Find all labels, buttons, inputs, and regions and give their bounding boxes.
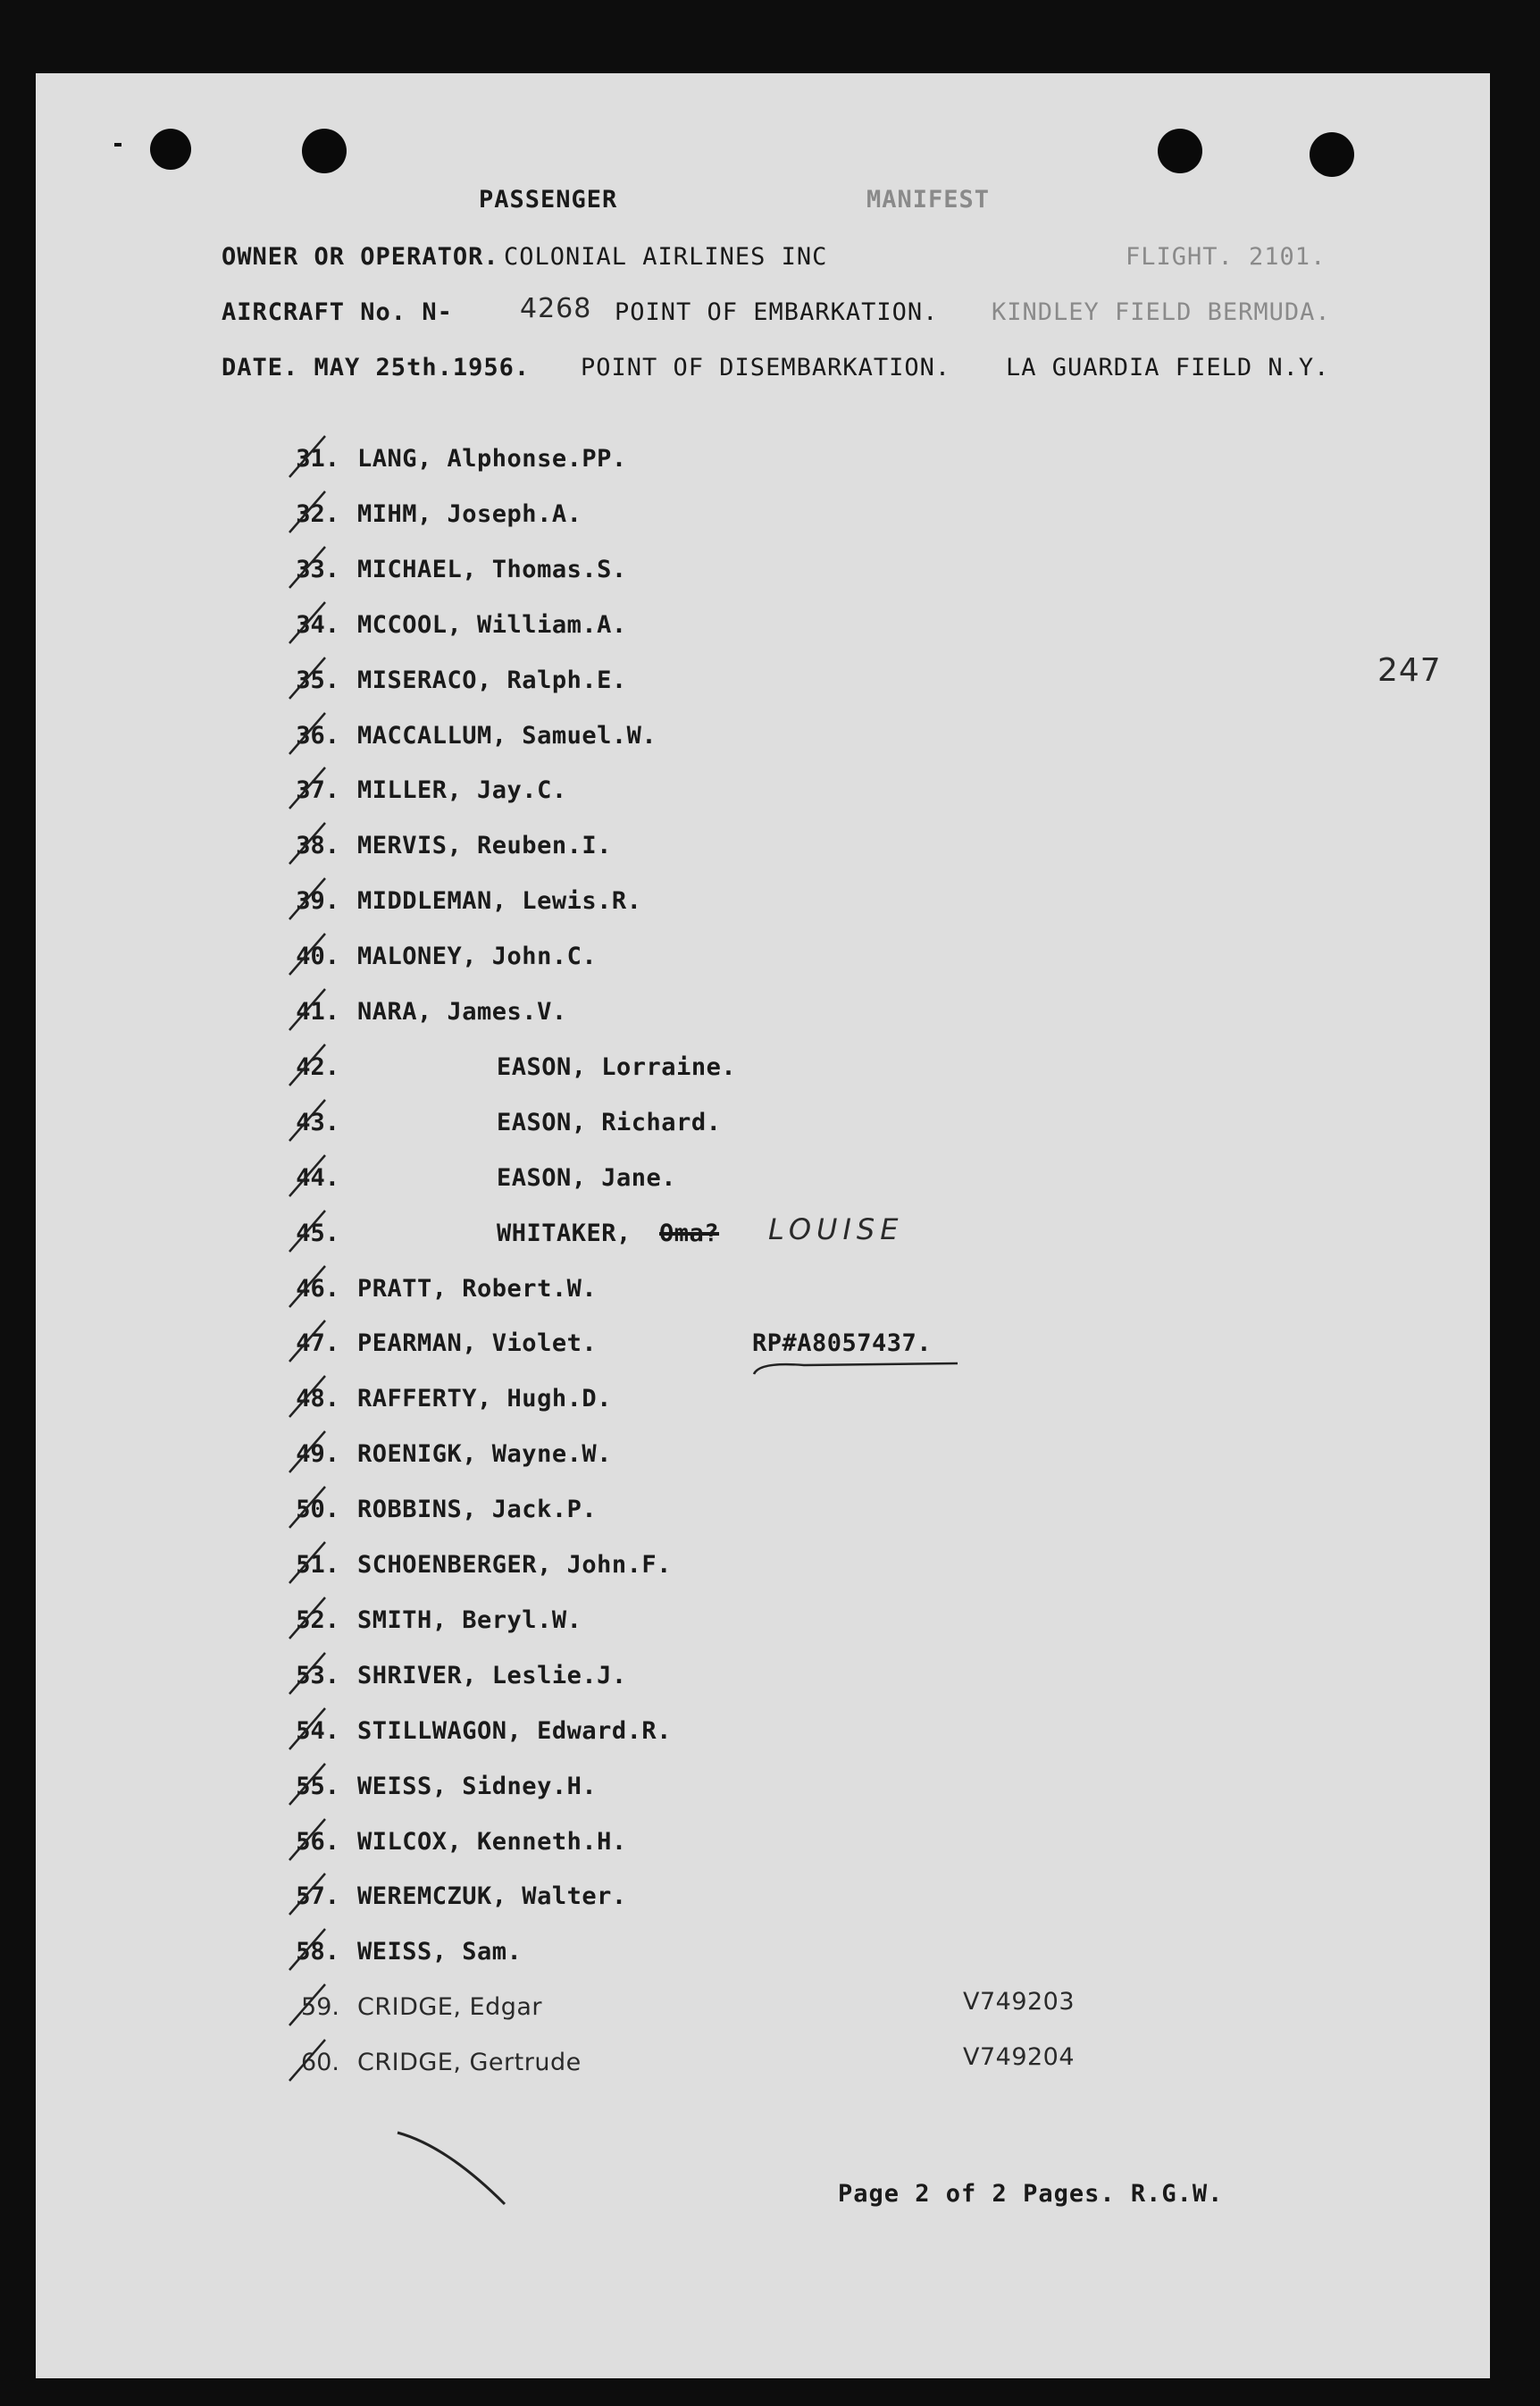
- check-mark-icon: [284, 985, 338, 1039]
- embark-label: POINT OF EMBARKATION.: [615, 298, 939, 326]
- check-mark-icon: [284, 1262, 338, 1316]
- check-mark-icon: [284, 1760, 338, 1814]
- passenger-name: MICHAEL, Thomas.S.: [357, 556, 627, 583]
- row-number: 52.: [296, 1606, 339, 1634]
- passenger-name: WEISS, Sam.: [357, 1938, 523, 1966]
- handwritten-correction: LOUISE: [768, 1212, 904, 1246]
- punch-hole: [1158, 129, 1202, 173]
- manifest-page: [36, 73, 1490, 2378]
- aircraft-number: 4268: [520, 293, 592, 324]
- disembark-label: POINT OF DISEMBARKATION.: [581, 354, 951, 381]
- row-number: 54.: [296, 1717, 339, 1745]
- row-number: 36.: [296, 722, 339, 750]
- punch-hole: [302, 129, 347, 173]
- passenger-name: SMITH, Beryl.W.: [357, 1606, 582, 1634]
- re-entry-permit-number: RP#A8057437.: [752, 1329, 933, 1357]
- check-mark-icon: [284, 1981, 338, 2034]
- passenger-name: CRIDGE, Gertrude: [357, 2049, 582, 2076]
- flight-label: FLIGHT. 2101.: [1126, 243, 1327, 271]
- passenger-name: NARA, James.V.: [357, 998, 567, 1026]
- row-number: 42.: [296, 1053, 339, 1081]
- passenger-name: EASON, Jane.: [497, 1164, 677, 1192]
- check-mark-icon: [284, 1372, 338, 1426]
- passport-number: V749203: [963, 1988, 1075, 2016]
- check-mark-icon: [284, 1317, 338, 1371]
- title-manifest: MANIFEST: [866, 186, 991, 214]
- row-number: 43.: [296, 1109, 339, 1136]
- check-mark-icon: [284, 1538, 338, 1592]
- check-mark-icon: [284, 875, 338, 928]
- passenger-name: ROBBINS, Jack.P.: [357, 1496, 598, 1523]
- passenger-name: WHITAKER,: [497, 1220, 632, 1247]
- row-number: 59.: [301, 1993, 339, 2021]
- underline-mark: [750, 1358, 965, 1385]
- row-number: 57.: [296, 1882, 339, 1910]
- row-number: 48.: [296, 1385, 339, 1413]
- row-number: 37.: [296, 776, 339, 804]
- check-mark-icon: [284, 2036, 338, 2090]
- row-number: 41.: [296, 998, 339, 1026]
- passenger-name: RAFFERTY, Hugh.D.: [357, 1385, 612, 1413]
- row-number: 32.: [296, 500, 339, 528]
- passenger-name: EASON, Lorraine.: [497, 1053, 737, 1081]
- row-number: 56.: [296, 1828, 339, 1856]
- side-page-number: 247: [1377, 652, 1442, 689]
- passenger-name: WEISS, Sidney.H.: [357, 1773, 598, 1800]
- row-number: 53.: [296, 1662, 339, 1689]
- row-number: 60.: [301, 2049, 339, 2076]
- passenger-name: MIDDLEMAN, Lewis.R.: [357, 887, 642, 915]
- disembark-value: LA GUARDIA FIELD N.Y.: [1006, 354, 1330, 381]
- date-label: DATE. MAY 25th.1956.: [222, 354, 531, 381]
- embark-value: KINDLEY FIELD BERMUDA.: [992, 298, 1331, 326]
- check-mark-icon: [284, 654, 338, 708]
- passenger-name: WILCOX, Kenneth.H.: [357, 1828, 627, 1856]
- passenger-name: LANG, Alphonse.PP.: [357, 445, 627, 473]
- check-mark-icon: [284, 1594, 338, 1647]
- check-mark-icon: [284, 1207, 338, 1261]
- passenger-name: CRIDGE, Edgar: [357, 1993, 542, 2021]
- check-mark-icon: [284, 1815, 338, 1869]
- row-number: 39.: [296, 887, 339, 915]
- check-mark-icon: [284, 1925, 338, 1979]
- row-number: 40.: [296, 943, 339, 970]
- passenger-name: PRATT, Robert.W.: [357, 1275, 598, 1303]
- check-mark-icon: [284, 1152, 338, 1205]
- row-number: 34.: [296, 611, 339, 639]
- passenger-name: ROENIGK, Wayne.W.: [357, 1440, 612, 1468]
- passenger-name: SHRIVER, Leslie.J.: [357, 1662, 627, 1689]
- row-number: 45.: [296, 1220, 339, 1247]
- passenger-name: MISERACO, Ralph.E.: [357, 666, 627, 694]
- row-number: 44.: [296, 1164, 339, 1192]
- struck-out-name: Oma?: [659, 1220, 720, 1247]
- check-mark-icon: [284, 764, 338, 817]
- row-number: 49.: [296, 1440, 339, 1468]
- punch-hole: [150, 129, 191, 170]
- check-mark-icon: [284, 709, 338, 763]
- check-mark-icon: [284, 1096, 338, 1150]
- row-number: 31.: [296, 445, 339, 473]
- passenger-name: MALONEY, John.C.: [357, 943, 598, 970]
- passenger-name: MIHM, Joseph.A.: [357, 500, 582, 528]
- owner-value: COLONIAL AIRLINES INC: [504, 243, 828, 271]
- passenger-name: SCHOENBERGER, John.F.: [357, 1551, 672, 1579]
- row-number: 46.: [296, 1275, 339, 1303]
- title-passenger: PASSENGER: [479, 186, 618, 214]
- check-mark-icon: [284, 432, 338, 486]
- ink-mark: [114, 143, 121, 147]
- check-mark-icon: [284, 930, 338, 984]
- punch-hole: [1310, 132, 1354, 177]
- check-mark-icon: [284, 1649, 338, 1703]
- row-number: 33.: [296, 556, 339, 583]
- passenger-name: MERVIS, Reuben.I.: [357, 832, 612, 859]
- row-number: 55.: [296, 1773, 339, 1800]
- row-number: 50.: [296, 1496, 339, 1523]
- passenger-name: MCCOOL, William.A.: [357, 611, 627, 639]
- passenger-name: MACCALLUM, Samuel.W.: [357, 722, 657, 750]
- check-mark-icon: [284, 1428, 338, 1481]
- aircraft-label: AIRCRAFT No. N-: [222, 298, 453, 326]
- passenger-name: MILLER, Jay.C.: [357, 776, 567, 804]
- passenger-name: WEREMCZUK, Walter.: [357, 1882, 627, 1910]
- check-mark-icon: [284, 1705, 338, 1758]
- owner-label: OWNER OR OPERATOR.: [222, 243, 499, 271]
- passport-number: V749204: [963, 2043, 1075, 2071]
- passenger-name: EASON, Richard.: [497, 1109, 722, 1136]
- check-mark-icon: [284, 819, 338, 873]
- check-mark-icon: [284, 488, 338, 541]
- pen-stroke: [393, 2128, 518, 2209]
- row-number: 38.: [296, 832, 339, 859]
- passenger-name: PEARMAN, Violet.: [357, 1329, 598, 1357]
- passenger-name: STILLWAGON, Edward.R.: [357, 1717, 672, 1745]
- row-number: 35.: [296, 666, 339, 694]
- check-mark-icon: [284, 1483, 338, 1537]
- row-number: 47.: [296, 1329, 339, 1357]
- page-footer: Page 2 of 2 Pages. R.G.W.: [838, 2180, 1224, 2208]
- check-mark-icon: [284, 543, 338, 597]
- row-number: 51.: [296, 1551, 339, 1579]
- check-mark-icon: [284, 1041, 338, 1094]
- check-mark-icon: [284, 1870, 338, 1924]
- row-number: 58.: [296, 1938, 339, 1966]
- check-mark-icon: [284, 599, 338, 652]
